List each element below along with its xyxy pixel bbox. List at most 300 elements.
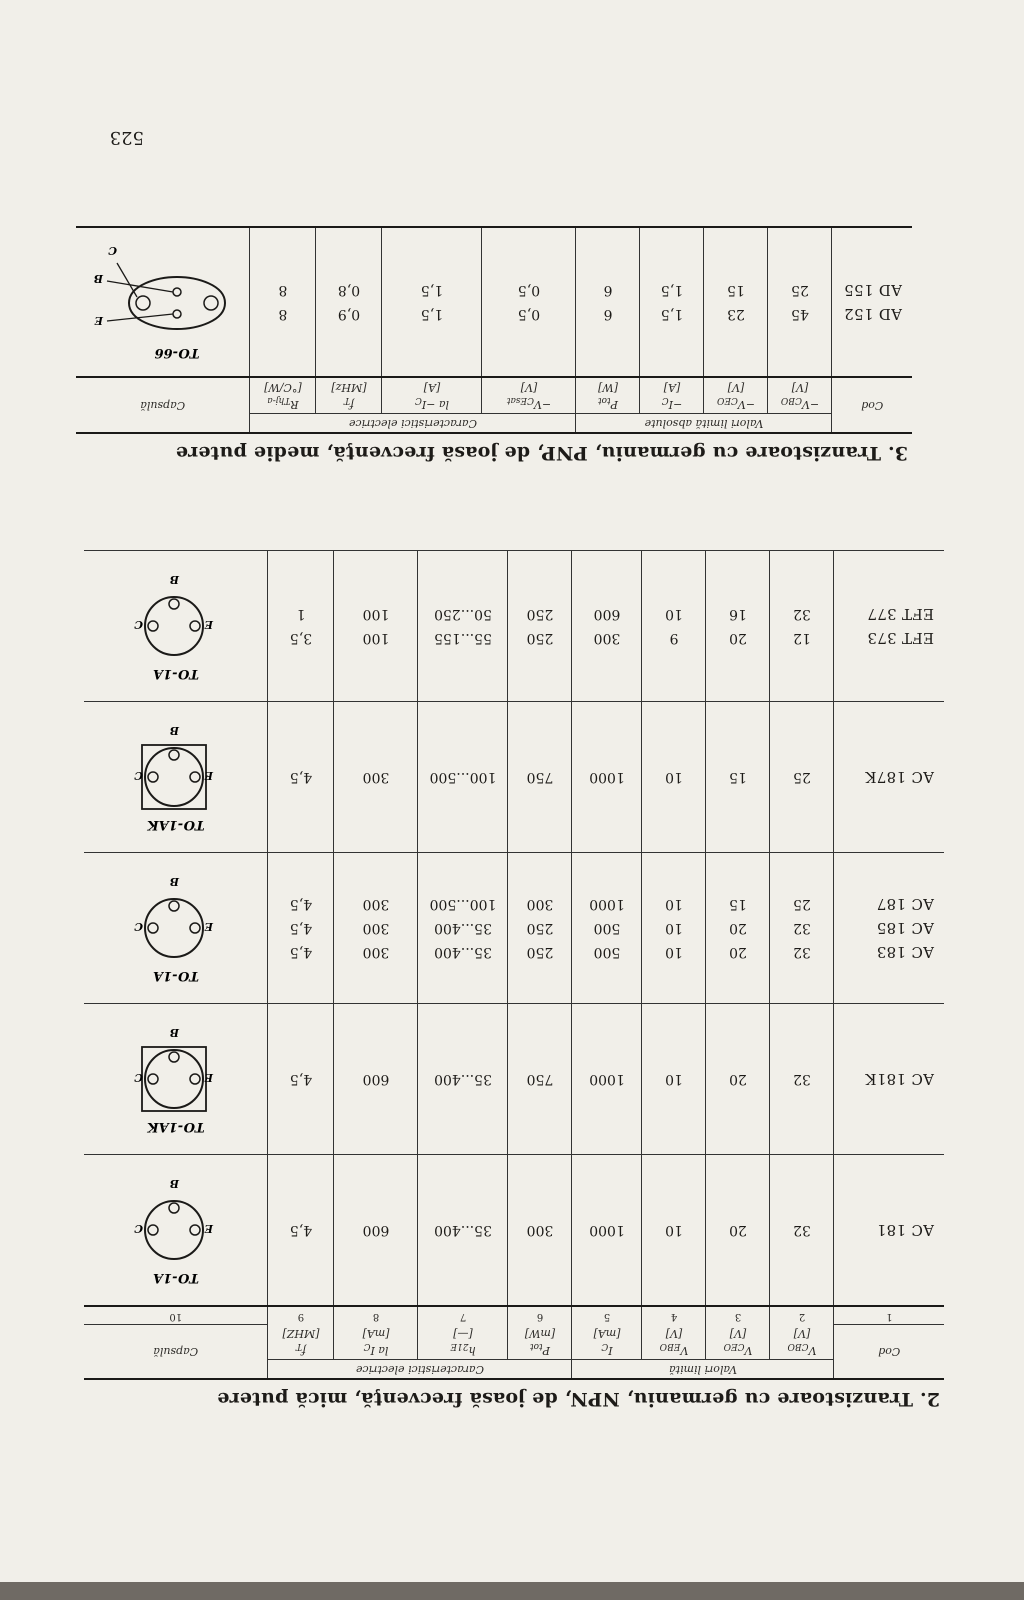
transistor-code: AC 181K [864,1070,934,1089]
pin-b-lead [107,281,173,292]
value: 32 [793,920,811,937]
transistor-group [84,1155,944,1307]
value: 100...500 [429,769,497,786]
column-number: 5 [572,1306,642,1324]
pin-e [173,310,181,318]
npn-transistor-table [84,550,944,1380]
value: 4,5 [289,896,313,913]
pin-b [169,1052,179,1062]
transistor-group [84,551,944,702]
package-drawing [101,868,251,988]
value: 6 [603,306,613,323]
npn-col-9-header [268,1324,334,1360]
value: 1,5 [420,282,444,299]
value-cell-h21e [418,551,508,702]
value-cell-ft [268,551,334,702]
package-outline [145,1201,203,1259]
header-electrical: Caracteristici electrice [268,1360,572,1379]
value: 100 [362,606,390,623]
value: 0,5 [517,306,541,323]
value-cell-ft [316,227,382,377]
code-cell [834,1155,944,1307]
column-number: 1 [834,1306,944,1324]
subscript: CEsat [506,395,534,406]
pin-label-e: E [204,769,213,783]
code-cell [834,853,944,1004]
value: 50...250 [434,606,492,623]
code-cell [834,702,944,853]
pnp-col-3-header [704,377,768,414]
transistor-code: AC 187 [876,895,934,914]
value: 4,5 [289,944,313,961]
pin-label-c: C [133,1071,143,1085]
section-npn-small-power [74,550,944,1410]
pin-label-b: B [169,875,179,889]
value-cell-ic [572,1004,642,1155]
value: 32 [793,944,811,961]
value: 300 [593,630,621,647]
pin-label-b: B [169,724,179,738]
pin-label-b: B [94,272,104,286]
package-outline [145,899,203,957]
subscript: CEO [717,395,738,406]
value-cell-la_ic [334,702,418,853]
package-outline [129,277,225,329]
transistor-code: AC 185 [876,919,934,938]
package-cell [76,227,250,377]
unit: [V] [729,1326,747,1340]
value-cell-vebo [642,702,706,853]
pin-label-b: B [169,1026,179,1040]
value: 8 [278,306,288,323]
subscript: CEO [723,1341,745,1352]
npn-col-4-header [642,1324,706,1360]
pin-label-e: E [204,1222,213,1236]
section-pnp-medium-power [72,226,912,464]
value: 20 [729,920,747,937]
symbol: −V [533,398,552,412]
value: 23 [727,306,745,323]
value-cell-la_ic [334,1004,418,1155]
symbol: f [349,398,355,412]
npn-col-8-header [334,1324,418,1360]
pin-label-c: C [133,769,143,783]
package-outline [145,597,203,655]
value-cell-ptot [576,227,640,377]
value: 600 [593,606,621,623]
pin-c [148,772,158,782]
pin-b [169,901,179,911]
pin-label-c: C [108,244,118,258]
value: 100...500 [429,896,497,913]
value-cell-ft [268,853,334,1004]
section-title: 3. Tranzistoare cu germaniu, PNP, de joasă frecvenţă, medie putere [175,442,908,464]
symbol: −V [737,398,756,412]
value-cell-vceo [706,853,770,1004]
value-cell-vcbo [770,551,834,702]
pin-c [148,923,158,933]
subscript: T [343,395,350,406]
value: 55...155 [434,630,492,647]
value: 15 [729,769,747,786]
unit: [—] [453,1326,473,1340]
value-cell-vcesat [482,227,576,377]
package-cell [84,853,268,1004]
value: 1000 [589,1222,625,1239]
package-label: TO-1A [152,1270,199,1286]
package-label: TO-1AK [147,1119,205,1135]
pin-b [173,288,181,296]
symbol: h [468,1344,476,1358]
package-cell [84,702,268,853]
package-drawing [101,1170,251,1290]
pin-e [190,621,200,631]
value: 4,5 [289,769,313,786]
header-code: Cod [834,1324,944,1379]
value: 10 [665,1222,683,1239]
subscript: CBO [780,395,802,406]
symbol: la −I [421,398,449,412]
value-cell-ptot [508,1155,572,1307]
npn-col-5-header [572,1324,642,1360]
value: 750 [526,769,554,786]
package-cell [84,1155,268,1307]
symbol: V [680,1344,689,1358]
column-number: 8 [334,1306,418,1324]
value: 20 [729,944,747,961]
value: 32 [793,1222,811,1239]
pin-c [148,621,158,631]
transistor-group [84,1004,944,1155]
transistor-code: AC 183 [876,943,934,962]
value: 1000 [589,896,625,913]
value: 35...400 [434,920,492,937]
value: 10 [665,769,683,786]
value: 1,5 [420,306,444,323]
unit: [V] [727,380,745,394]
value: 600 [362,1071,390,1088]
npn-col-2-header [770,1324,834,1360]
unit: [A] [423,380,441,394]
value: 10 [665,606,683,623]
pnp-col-2-header [768,377,832,414]
value: 35...400 [434,944,492,961]
unit: [mW] [524,1326,556,1340]
value: 1000 [589,1071,625,1088]
value-cell-la_ic [334,551,418,702]
value-cell-vcbo [770,702,834,853]
value: 35...400 [434,1071,492,1088]
value: 32 [793,606,811,623]
value: 1000 [589,769,625,786]
value-cell-ptot [508,1004,572,1155]
transistor-code: AD 155 [843,281,902,300]
value: 1 [296,606,306,623]
column-number: 3 [706,1306,770,1324]
value-cell-la_ic [334,853,418,1004]
npn-col-3-header [706,1324,770,1360]
pin-e [190,772,200,782]
subscript: tot [597,395,611,406]
package-drawing [101,717,251,837]
code-cell [834,1004,944,1155]
code-cell [834,551,944,702]
unit: [MHz] [331,380,367,394]
value: 3,5 [289,630,313,647]
symbol: f [301,1344,307,1358]
package-cell [84,551,268,702]
package-square [142,745,206,809]
package-drawing [101,566,251,686]
package-cell [84,1004,268,1155]
value-cell-h21e [418,1004,508,1155]
unit: [V] [791,380,809,394]
value: 35...400 [434,1222,492,1239]
pnp-col-7-header [382,377,482,414]
transistor-code: AD 152 [843,305,902,324]
value-cell-vcbo [770,853,834,1004]
value-cell-vceo [706,702,770,853]
package-drawing [101,1019,251,1139]
symbol: V [808,1344,817,1358]
npn-col-7-header [418,1324,508,1360]
value-cell-ic [572,551,642,702]
value: 300 [362,896,390,913]
pnp-transistor-table [76,226,912,434]
unit: [mA] [362,1326,390,1340]
pin-label-c: C [133,618,143,632]
subscript: EBO [659,1341,681,1352]
pin-label-c: C [133,920,143,934]
symbol: V [744,1344,753,1358]
value: 20 [729,1071,747,1088]
subscript: C [661,395,669,406]
value: 250 [526,606,554,623]
header-electrical: Caracteristici electrice [250,414,576,433]
value-cell-ft [268,702,334,853]
header-limits: Valori limită [572,1360,834,1379]
value: 250 [526,630,554,647]
header-package: Capsulă [84,1324,268,1379]
transistor-code: AC 187K [864,768,934,787]
page-number: 523 [109,127,144,148]
subscript: CBO [787,1341,809,1352]
value-cell-vcbo [770,1004,834,1155]
pin-c-lead [117,263,137,297]
value-cell-la_ic [334,1155,418,1307]
value-cell-vcbo [770,1155,834,1307]
value: 300 [526,896,554,913]
unit: [MHZ] [282,1326,320,1340]
value: 750 [526,1071,554,1088]
header-package: Capsulă [76,377,250,433]
value: 16 [729,606,747,623]
value-cell-vebo [642,1004,706,1155]
value: 9 [669,630,679,647]
transistor-code: EFT 373 [867,629,934,648]
subscript: tot [529,1341,543,1352]
value-cell-h21e [418,1155,508,1307]
value: 250 [526,920,554,937]
value-cell-vebo [642,853,706,1004]
transistor-code: AC 181 [876,1221,934,1240]
section-title: 2. Tranzistoare cu germaniu, NPN, de joasă frecvenţă, mică putere [217,1388,940,1410]
value-cell-vceo [706,551,770,702]
column-number: 10 [169,1310,183,1322]
package-label: TO-1A [152,968,199,984]
pin-c [148,1074,158,1084]
value: 10 [665,1071,683,1088]
pin-label-e: E [204,920,213,934]
value: 10 [665,896,683,913]
value-cell-ic [572,1155,642,1307]
transistor-code: EFT 377 [867,605,934,624]
value-cell-vceo [706,1004,770,1155]
column-number: 9 [268,1306,334,1324]
package-label: TO-66 [154,345,200,361]
pin-label-e: E [95,314,104,328]
value-cell-h21e [418,853,508,1004]
pin-label-c: C [133,1222,143,1236]
value: 500 [593,920,621,937]
value-cell-rth [250,227,316,377]
value: 1,5 [660,306,684,323]
transistor-group [84,702,944,853]
mount-hole-left [204,296,218,310]
value-cell-ptot [508,853,572,1004]
value: 15 [729,896,747,913]
pnp-col-9-header [250,377,316,414]
value: 300 [362,920,390,937]
value: 1,5 [660,282,684,299]
pin-label-b: B [169,1177,179,1191]
subscript: C [414,395,422,406]
pnp-col-6-header [482,377,576,414]
unit: [mA] [593,1326,621,1340]
package-outline [145,748,203,806]
unit: [V] [520,380,538,394]
symbol: −V [801,398,820,412]
subscript: T [295,1341,302,1352]
transistor-group [84,853,944,1004]
value-cell-ic [572,853,642,1004]
value: 45 [791,306,809,323]
value: 10 [665,944,683,961]
value-cell-ft [268,1004,334,1155]
pin-e [190,1225,200,1235]
unit: [A] [663,380,681,394]
value: 300 [362,769,390,786]
mount-hole-right [136,296,150,310]
value-cell-ft [268,1155,334,1307]
value: 20 [729,1222,747,1239]
value-cell-vceo [706,1155,770,1307]
subscript: C [601,1341,609,1352]
value: 32 [793,1071,811,1088]
value: 600 [362,1222,390,1239]
value-cell-ic [572,702,642,853]
pin-label-b: B [169,573,179,587]
value: 15 [727,282,745,299]
npn-col-6-header [508,1324,572,1360]
header-code: Cod [832,377,912,433]
column-number: 4 [642,1306,706,1324]
header-limits: Valori limită absolute [576,414,832,433]
package-square [142,1047,206,1111]
pin-b [169,599,179,609]
symbol: P [542,1344,551,1358]
package-label: TO-1A [152,666,199,682]
symbol: I [608,1344,613,1358]
unit: [V] [665,1326,683,1340]
transistor-group [76,227,912,377]
package-drawing [77,237,247,367]
value: 4,5 [289,1222,313,1239]
value-cell-h21e [418,702,508,853]
value: 0,8 [337,282,361,299]
value: 12 [793,630,811,647]
pnp-col-8-header [316,377,382,414]
value-cell-vcbo [768,227,832,377]
unit: [W] [598,380,618,394]
symbol: −I [668,398,683,412]
unit: [°C/W] [264,380,302,394]
value: 250 [526,944,554,961]
pnp-col-5-header [576,377,640,414]
value: 6 [603,282,613,299]
value: 10 [665,920,683,937]
package-outline [145,1050,203,1108]
value: 8 [278,282,288,299]
pin-label-e: E [204,618,213,632]
pin-b [169,750,179,760]
code-cell [832,227,912,377]
subscript: 21E [450,1341,469,1352]
column-number: 6 [508,1306,572,1324]
value-cell-ptot [508,702,572,853]
value: 300 [362,944,390,961]
value-cell-la_ic [382,227,482,377]
value: 300 [526,1222,554,1239]
value-cell-vebo [642,1155,706,1307]
symbol: la I [370,1344,389,1358]
package-label: TO-1AK [147,817,205,833]
value: 20 [729,630,747,647]
subscript: Thj-a [267,395,291,406]
column-number: 2 [770,1306,834,1324]
pin-b [169,1203,179,1213]
pin-c [148,1225,158,1235]
pnp-col-4-header [640,377,704,414]
symbol: P [610,398,619,412]
value-cell-ptot [508,551,572,702]
value: 25 [793,896,811,913]
pin-e [190,923,200,933]
pin-e [190,1074,200,1084]
value: 0,5 [517,282,541,299]
value: 500 [593,944,621,961]
value-cell-vebo [642,551,706,702]
value: 100 [362,630,390,647]
value: 4,5 [289,1071,313,1088]
value: 25 [791,282,809,299]
value: 25 [793,769,811,786]
value-cell-ic [640,227,704,377]
value: 4,5 [289,920,313,937]
subscript: C [363,1341,371,1352]
pin-label-e: E [204,1071,213,1085]
value: 0,9 [337,306,361,323]
